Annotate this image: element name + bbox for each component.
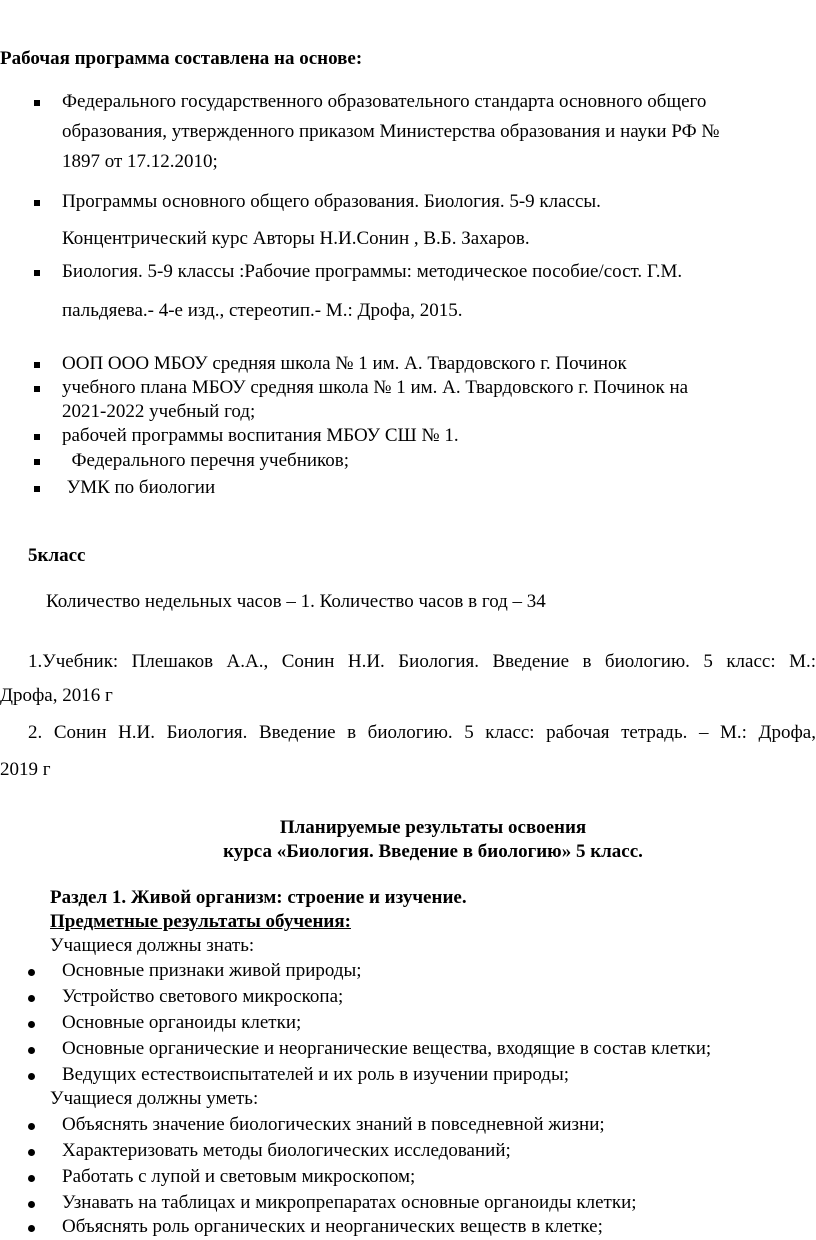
square-bullet-icon: [34, 200, 40, 206]
textbook-line: 2019 г: [0, 759, 51, 780]
bullet-dot-icon: [28, 995, 35, 1002]
bullet-dot-icon: [28, 1047, 35, 1054]
textbook-line: 1.Учебник: Плешаков А.А., Сонин Н.И. Биология. Введение в биологию. 5 класс: М.:: [28, 651, 816, 672]
list-item: Основные органические и неорганические вещества, входящие в состав клетки;: [62, 1038, 712, 1059]
can-label: Учащиеся должны уметь:: [50, 1088, 259, 1109]
subject-results-heading: Предметные результаты обучения:: [50, 911, 351, 932]
document-heading: Рабочая программа составлена на основе:: [0, 48, 363, 69]
list-item: Устройство светового микроскопа;: [62, 986, 344, 1007]
list-item: Характеризовать методы биологических исследований;: [62, 1140, 511, 1161]
list-item: Объяснять роль органических и неорганических веществ в клетке;: [62, 1216, 603, 1237]
basis-item-line: 2021-2022 учебный год;: [62, 401, 256, 422]
hours-line: Количество недельных часов – 1. Количество часов в год – 34: [46, 591, 546, 612]
list-item: Ведущих естествоиспытателей и их роль в изучении природы;: [62, 1064, 569, 1085]
textbook-line: Дрофа, 2016 г: [0, 685, 113, 706]
basis-item-line: Федерального государственного образовательного стандарта основного общего: [62, 91, 707, 112]
list-item: Узнавать на таблицах и микропрепаратах основные органоиды клетки;: [62, 1192, 637, 1213]
basis-item-line: пальдяева.- 4-е изд., стереотип.- М.: Дрофа, 2015.: [62, 300, 463, 321]
square-bullet-icon: [34, 459, 40, 465]
square-bullet-icon: [34, 100, 40, 106]
basis-item-line: ООП ООО МБОУ средняя школа № 1 им. А. Твардовского г. Починок: [62, 353, 627, 374]
list-item: Основные органоиды клетки;: [62, 1012, 302, 1033]
square-bullet-icon: [34, 486, 40, 492]
basis-item-line: Программы основного общего образования. Биология. 5-9 классы.: [62, 191, 601, 212]
know-label: Учащиеся должны знать:: [50, 935, 255, 956]
list-item: Работать с лупой и световым микроскопом;: [62, 1166, 416, 1187]
square-bullet-icon: [34, 362, 40, 368]
square-bullet-icon: [34, 434, 40, 440]
square-bullet-icon: [34, 270, 40, 276]
basis-item-line: Концентрический курс Авторы Н.И.Сонин , В.Б. Захаров.: [62, 228, 530, 249]
bullet-dot-icon: [28, 1175, 35, 1182]
bullet-dot-icon: [28, 1123, 35, 1130]
basis-item-line: 1897 от 17.12.2010;: [62, 151, 218, 172]
bullet-dot-icon: [28, 969, 35, 976]
class-label: 5класс: [28, 545, 86, 566]
textbook-line: 2. Сонин Н.И. Биология. Введение в биологию. 5 класс: рабочая тетрадь. – М.: Дрофа,: [28, 722, 816, 743]
basis-item-line: рабочей программы воспитания МБОУ СШ № 1.: [62, 425, 459, 446]
bullet-dot-icon: [28, 1073, 35, 1080]
section-title: Раздел 1. Живой организм: строение и изучение.: [50, 887, 467, 908]
bullet-dot-icon: [28, 1201, 35, 1208]
bullet-dot-icon: [28, 1021, 35, 1028]
square-bullet-icon: [34, 386, 40, 392]
results-title: курса «Биология. Введение в биологию» 5 класс.: [223, 841, 643, 862]
basis-item-line: Федерального перечня учебников;: [62, 450, 350, 471]
bullet-dot-icon: [28, 1149, 35, 1156]
bullet-dot-icon: [28, 1225, 35, 1232]
basis-item-line: образования, утвержденного приказом Министерства образования и науки РФ №: [62, 121, 720, 142]
basis-item-line: учебного плана МБОУ средняя школа № 1 им. А. Твардовского г. Починок на: [62, 377, 689, 398]
basis-item-line: УМК по биологии: [62, 477, 216, 498]
list-item: Основные признаки живой природы;: [62, 960, 362, 981]
list-item: Объяснять значение биологических знаний в повседневной жизни;: [62, 1114, 605, 1135]
basis-item-line: Биология. 5-9 классы :Рабочие программы: методическое пособие/сост. Г.М.: [62, 261, 683, 282]
results-title: Планируемые результаты освоения: [279, 817, 587, 838]
